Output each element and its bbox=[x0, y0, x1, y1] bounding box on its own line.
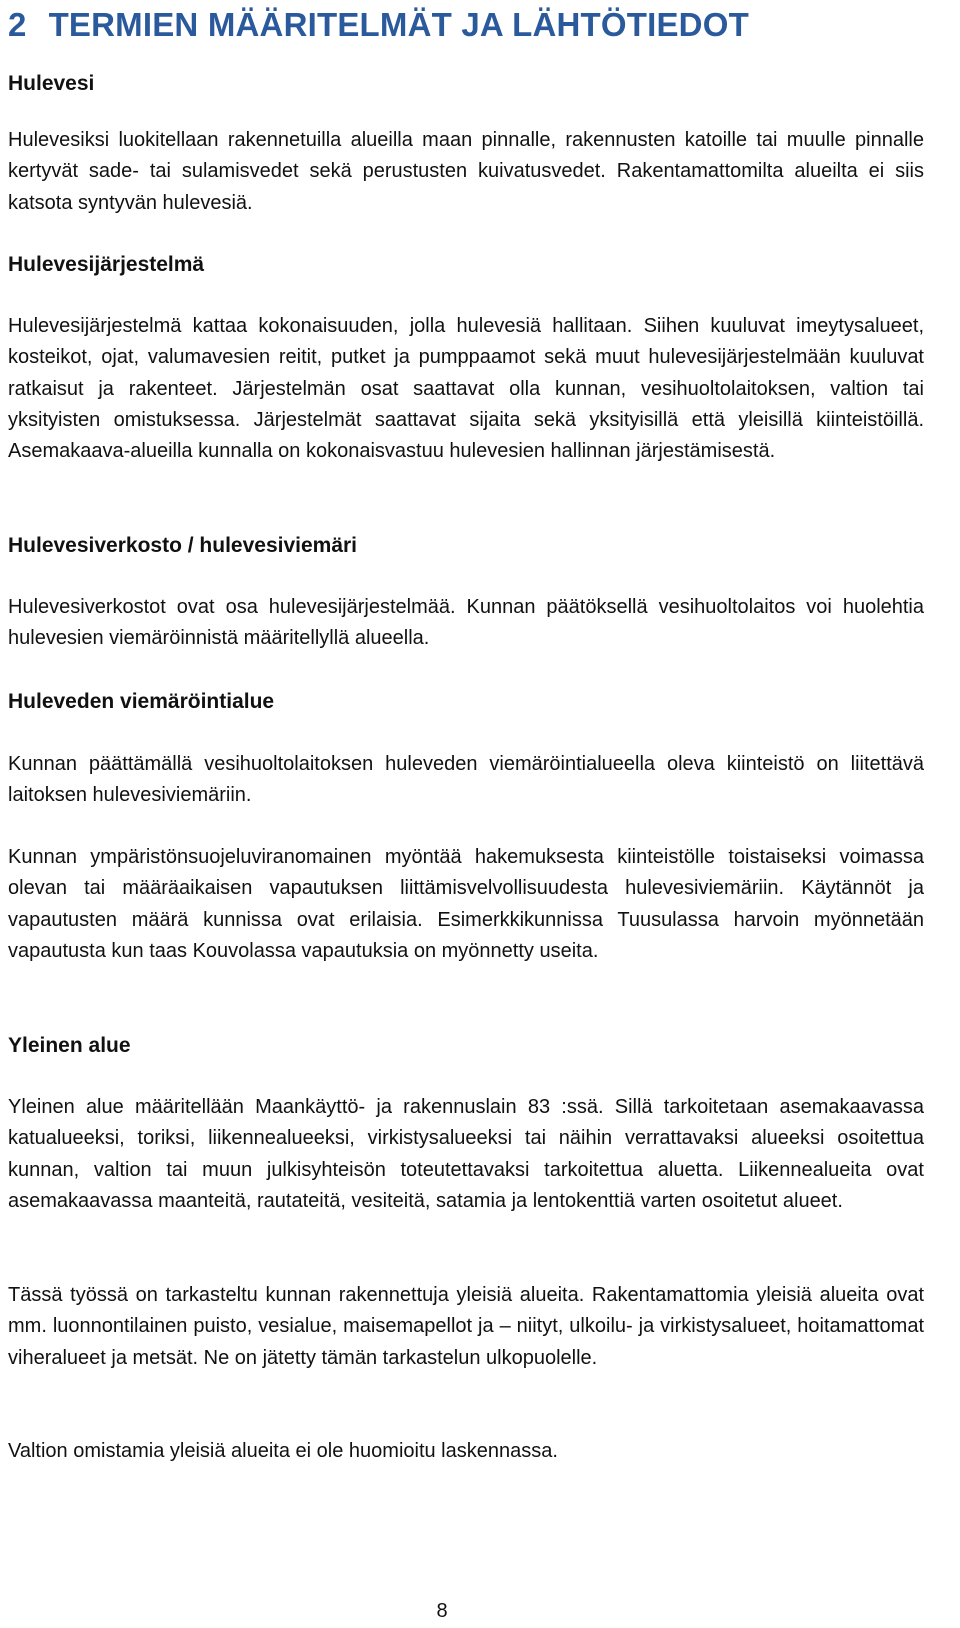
paragraph: Valtion omistamia yleisiä alueita ei ole huomioitu laskennassa. bbox=[8, 1440, 558, 1462]
section-heading-yleinen-alue: Yleinen alue bbox=[8, 1034, 131, 1057]
section-heading-hulevesi: Hulevesi bbox=[8, 72, 95, 95]
chapter-number: 2 bbox=[8, 6, 27, 43]
section-heading-viemarointialue: Huleveden viemäröintialue bbox=[8, 690, 275, 713]
paragraph: Tässä työssä on tarkasteltu kunnan rakennettuja yleisiä alueita. Rakentamattomia yleisiä alueita ovat mm. luonnontilainen puisto, vesialue, maisemapellot ja – niityt, ulkoilu- ja virkistysalueet, hoitamattomat viheralueet ja metsät. Ne on jätetty tämän tarkastelun ulkopuolelle. bbox=[8, 1284, 924, 1369]
paragraph: Hulevesiverkostot ovat osa hulevesijärjestelmää. Kunnan päätöksellä vesihuoltolaitos voi huolehtia hulevesien viemäröinnistä määritellyllä alueella. bbox=[8, 596, 924, 650]
paragraph: Hulevesijärjestelmä kattaa kokonaisuuden, jolla hulevesiä hallitaan. Siihen kuuluvat imeytysalueet, kosteikot, ojat, valumavesien reitit, putket ja pumppaamot sekä muut hulevesijärjestelmään kuuluvat ratkaisut ja rakenteet. Järjestelmän osat saattavat olla kunnan, vesihuoltolaitoksen, valtion tai yksityisten omistuksessa. Järjestelmät saattavat sijaita sekä yksityisillä että yleisillä kiinteistöillä. Asemakaava-alueilla kunnalla on kokonaisvastuu hulevesien hallinnan järjestämisestä. bbox=[8, 315, 924, 463]
section-heading-hulevesiverkosto: Hulevesiverkosto / hulevesiviemäri bbox=[8, 534, 358, 557]
paragraph: Yleinen alue määritellään Maankäyttö- ja rakennuslain 83 :ssä. Sillä tarkoitetaan asemakaavassa katualueeksi, toriksi, liikennealueeksi, virkistysalueeksi tai näihin verrattavaksi alueeksi osoitettua kunnan, valtion tai muun julkisyhteisön toteutettavaksi tarkoitettua aluetta. Liikennealueita ovat asemakaavassa maanteitä, rautateitä, vesiteitä, satamia ja lentokenttiä varten osoitetut alueet. bbox=[8, 1096, 924, 1212]
chapter-title: TERMIEN MÄÄRITELMÄT JA LÄHTÖTIEDOT bbox=[48, 6, 749, 43]
page-number: 8 bbox=[436, 1600, 448, 1622]
paragraph: Kunnan ympäristönsuojeluviranomainen myöntää hakemuksesta kiinteistölle toistaiseksi voimassa olevan tai määräaikaisen vapautuksen liittämisvelvollisuudesta hulevesiviemäriin. Käytännöt ja vapautusten määrä kunnissa ovat erilaisia. Esimerkkikunnissa Tuusulassa harvoin myönnetään vapautusta kun taas Kouvolassa vapautuksia on myönnetty useita. bbox=[8, 846, 924, 962]
chapter-heading bbox=[8, 6, 749, 44]
paragraph: Kunnan päättämällä vesihuoltolaitoksen huleveden viemäröintialueella oleva kiinteistö on liitettävä laitoksen hulevesiviemäriin. bbox=[8, 753, 924, 807]
paragraph: Hulevesiksi luokitellaan rakennetuilla alueilla maan pinnalle, rakennusten katoille tai muulle pinnalle kertyvät sade- tai sulamisvedet sekä perustusten kuivatusvedet. Rakentamattomilta alueilta ei siis katsota syntyvän hulevesiä. bbox=[8, 129, 924, 214]
section-heading-hulevesijarjestelma: Hulevesijärjestelmä bbox=[8, 253, 205, 276]
